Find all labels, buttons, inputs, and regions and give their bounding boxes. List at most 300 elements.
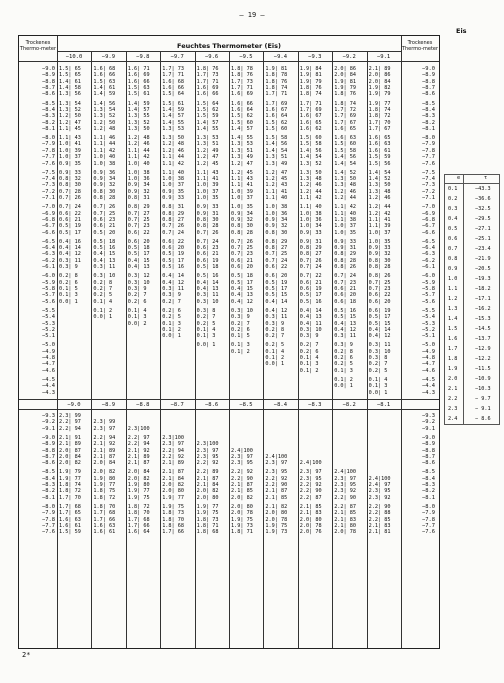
upper-row-label-right: −6.2 (422, 257, 435, 264)
side-table-row (445, 384, 499, 394)
upper-row-label-left: −5.9 (42, 279, 55, 286)
upper-cell: 1.6| 64 (231, 106, 253, 113)
lower-cell: 2.2| 87 (334, 503, 357, 510)
lower-row-label-right: −9.2 (422, 419, 435, 426)
upper-cell: 0.8| 26 (368, 273, 391, 280)
upper-cell: 1.4| 56 (93, 100, 116, 107)
upper-row-label-right: −6.7 (422, 223, 435, 230)
upper-cell: 0.8| 30 (59, 182, 81, 189)
side-table-row (445, 184, 499, 194)
upper-cell: 1.0| 37 (162, 182, 185, 189)
upper-cell: 1.0| 40 (93, 154, 116, 161)
lower-cell: 2.2| 90 (265, 482, 288, 489)
upper-cell: 1.4| 57 (162, 113, 185, 120)
lower-row-label-right: −7.6 (422, 529, 435, 536)
upper-cell: 1.1| 38 (334, 216, 357, 223)
upper-cell: 0.4| 12 (59, 251, 81, 258)
side-table-row (445, 294, 499, 304)
upper-cell: 1.7| 71 (299, 100, 322, 107)
table-title: Feuchtes Thermometer (Eis) (177, 42, 281, 50)
side-header-tau: τ (483, 175, 488, 181)
lower-cell: 1.8| 73 (162, 510, 185, 517)
lower-cell: 1.9| 77 (162, 494, 185, 501)
side-table-row (445, 234, 499, 244)
upper-cell: 1.4| 56 (334, 154, 357, 161)
lower-column-header: −8.8 (136, 401, 150, 408)
lower-cell: 2.2| 92 (196, 460, 219, 467)
upper-cell: 0.2| 7 (231, 320, 250, 327)
upper-cell: 1.3| 52 (59, 106, 81, 113)
lower-cell: 2.1| 81 (368, 529, 391, 536)
upper-row-label-right: −8.4 (422, 106, 435, 113)
upper-cell: 1.0| 39 (196, 182, 219, 189)
vapor-pressure-side-table (444, 174, 500, 425)
upper-cell: 0.0| 1 (265, 361, 285, 368)
upper-cell: 0.7| 27 (127, 210, 150, 217)
upper-cell: 0.7| 25 (231, 245, 253, 252)
upper-cell: 1.9| 79 (334, 85, 357, 92)
lower-cell: 2.3| 97 (231, 453, 253, 460)
lower-cell: 2.2| 92 (265, 475, 288, 482)
upper-cell: 0.2| 8 (334, 348, 353, 355)
upper-cell: 2.0| 86 (334, 66, 357, 72)
lower-cell: 2.1| 80 (334, 523, 357, 529)
upper-cell: 0.3| 9 (231, 314, 250, 321)
upper-cell: 1.6| 65 (368, 135, 391, 142)
upper-cell: 0.5| 16 (93, 245, 116, 252)
upper-cell: 1.6| 67 (265, 106, 288, 113)
upper-cell: 1.8| 76 (231, 72, 253, 79)
upper-cell: 0.4| 15 (93, 251, 116, 258)
upper-column-header: −9.8 (136, 54, 150, 60)
side-cell-tau: − 9.1 (475, 406, 491, 412)
upper-cell: 1.7| 69 (299, 106, 322, 113)
upper-cell: 0.7| 24 (265, 257, 288, 264)
upper-cell: 0.7| 25 (93, 210, 116, 217)
upper-row-label-right: −4.3 (422, 389, 435, 396)
upper-cell: 0.3| 9 (127, 286, 147, 292)
side-table-row (445, 284, 499, 294)
side-cell-e: 0.9 (448, 266, 458, 272)
upper-cell: 0.4| 14 (162, 273, 185, 280)
upper-cell: 0.9| 32 (93, 182, 116, 189)
upper-cell: 1.1| 42 (93, 147, 116, 154)
lower-cell: 2.3| 97 (93, 425, 116, 432)
upper-cell: 1.6| 66 (162, 85, 185, 92)
lower-row-label-right: −8.0 (422, 503, 435, 510)
upper-cell: 1.8| 74 (265, 85, 288, 92)
upper-cell: 0.5| 18 (127, 245, 150, 252)
upper-row-label-right: −7.4 (422, 176, 435, 182)
upper-cell: 1.3| 48 (368, 188, 391, 195)
upper-cell: 1.1| 40 (265, 195, 288, 202)
upper-row-label-left: −4.5 (42, 376, 55, 383)
upper-cell: 0.5| 17 (59, 229, 81, 236)
upper-cell: 1.2| 46 (162, 147, 185, 154)
upper-cell: 0.7| 23 (368, 286, 391, 292)
upper-cell: 0.4| 13 (231, 292, 253, 299)
upper-row-label-right: −8.6 (422, 91, 435, 98)
upper-cell: 0.6| 20 (368, 298, 391, 305)
lower-cell: 1.6| 61 (59, 523, 81, 529)
upper-cell: 1.3| 53 (196, 135, 219, 142)
upper-cell: 0.4| 13 (93, 257, 116, 264)
lower-row-label-right: −8.8 (422, 447, 435, 454)
upper-cell: 1.5| 59 (196, 113, 219, 120)
upper-cell: 0.6| 20 (127, 238, 150, 245)
upper-cell: 0.6| 20 (265, 273, 288, 280)
upper-cell: 0.8| 28 (196, 223, 219, 230)
upper-row-label-left: −6.8 (42, 216, 55, 223)
upper-cell: 0.1| 3 (334, 367, 353, 374)
lower-cell: 1.7| 66 (127, 523, 150, 529)
lower-row-label-right: −8.6 (422, 460, 435, 467)
upper-cell: 1.2| 47 (265, 169, 288, 176)
upper-cell: 1.3| 50 (162, 135, 185, 142)
lower-cell: 1.9| 77 (127, 488, 150, 495)
upper-cell: 1.7| 69 (265, 100, 288, 107)
upper-cell: 1.1| 40 (162, 169, 185, 176)
lower-cell: 2.0| 84 (59, 453, 81, 460)
lower-cell: 1.7| 70 (59, 494, 81, 501)
upper-cell: 0.7| 26 (196, 229, 219, 236)
lower-row-label-right: −8.1 (422, 494, 435, 501)
upper-cell: 1.0| 38 (127, 169, 150, 176)
upper-cell: 0.6| 20 (231, 264, 253, 271)
lower-row-label-left: −8.0 (42, 503, 55, 510)
upper-cell: 1.5| 61 (127, 91, 150, 98)
upper-cell: 0.6| 20 (162, 245, 185, 252)
upper-row-label-left: −8.5 (42, 100, 55, 107)
upper-cell: 1.5| 60 (334, 141, 357, 148)
upper-cell: 0.9| 31 (299, 238, 322, 245)
upper-cell: 0.0| 1 (93, 314, 113, 321)
lower-row-label-right: −7.9 (422, 510, 435, 517)
upper-cell: 0.8| 27 (162, 216, 185, 223)
upper-row-label-left: −7.9 (42, 141, 55, 148)
upper-cell: 1.5| 62 (196, 106, 219, 113)
upper-cell: 0.7| 26 (231, 238, 253, 245)
lower-cell: 2.4|100 (334, 469, 357, 476)
lower-cell: 2.0| 82 (127, 475, 150, 482)
side-cell-e: 2.0 (448, 376, 458, 382)
upper-cell: 1.4| 56 (265, 141, 288, 148)
side-table-row (445, 204, 499, 214)
upper-cell: 0.8| 29 (162, 210, 185, 217)
lower-cell: 2.1| 92 (127, 447, 150, 454)
upper-cell: 0.9| 32 (231, 216, 253, 223)
upper-cell: 1.8| 78 (265, 72, 288, 79)
side-table-row (445, 224, 499, 234)
left-column-header: Trockenes Thermo-meter (19, 40, 57, 52)
lower-cell: 1.8| 71 (196, 523, 219, 529)
upper-row-label-right: −8.1 (422, 125, 435, 132)
upper-cell: 0.5| 17 (265, 286, 288, 292)
lower-cell: 2.0| 80 (231, 503, 253, 510)
lower-cell: 2.4|100 (299, 460, 322, 467)
upper-row-label-left: −8.4 (42, 106, 55, 113)
lower-cell: 1.8| 72 (93, 494, 116, 501)
upper-cell: 1.8| 76 (196, 66, 219, 72)
upper-row-label-right: −7.5 (422, 169, 435, 176)
psychrometric-table (18, 35, 440, 649)
lower-row-label-right: −9.1 (422, 425, 435, 432)
lower-cell: 2.2| 97 (127, 434, 150, 441)
lower-cell: 2.1| 83 (334, 516, 357, 523)
upper-cell: 1.9| 81 (265, 66, 288, 72)
upper-cell: 1.1| 40 (334, 210, 357, 217)
upper-cell: 0.6| 19 (299, 286, 322, 292)
side-cell-tau: −16.2 (475, 306, 491, 312)
upper-cell: 2.1| 89 (368, 66, 391, 72)
upper-cell: 1.0| 35 (368, 238, 391, 245)
lower-row-label-left: −7.8 (42, 516, 55, 523)
upper-cell: 1.2| 46 (127, 141, 150, 148)
upper-cell: 1.4| 55 (196, 125, 219, 132)
upper-row-label-right: −6.5 (422, 238, 435, 245)
upper-cell: 1.9| 79 (299, 78, 322, 85)
upper-cell: 1.3| 48 (299, 176, 322, 182)
side-table-row (445, 304, 499, 314)
lower-cell: 2.1| 89 (162, 460, 185, 467)
upper-cell: 1.7| 72 (334, 106, 357, 113)
upper-cell: 0.1| 3 (59, 292, 78, 299)
upper-cell: 0.3| 10 (368, 348, 391, 355)
upper-cell: 0.8| 30 (265, 229, 288, 236)
upper-cell: 1.1| 45 (59, 125, 81, 132)
upper-cell: 1.7| 73 (162, 66, 185, 72)
lower-cell: 2.1| 87 (93, 453, 116, 460)
lower-row-label-left: −8.9 (42, 441, 55, 448)
upper-row-label-right: −6.4 (422, 245, 435, 252)
side-cell-e: 1.8 (448, 356, 458, 362)
upper-cell: 1.5| 65 (59, 72, 81, 79)
side-cell-tau: − 8.6 (475, 416, 491, 422)
upper-cell: 0.6| 21 (334, 286, 357, 292)
lower-cell: 1.8| 74 (59, 482, 81, 489)
lower-cell: 2.3| 95 (231, 460, 253, 467)
side-table-row (445, 324, 499, 334)
upper-row-label-right: −8.7 (422, 85, 435, 92)
side-cell-tau: −36.6 (475, 196, 491, 202)
upper-cell: 1.0| 38 (299, 210, 322, 217)
upper-cell: 0.2| 5 (93, 292, 113, 299)
lower-row-label-left: −7.6 (42, 529, 55, 536)
upper-cell: 0.5| 19 (265, 279, 288, 286)
upper-cell: 1.4| 57 (127, 106, 150, 113)
upper-cell: 0.1| 4 (368, 376, 388, 383)
upper-cell: 1.0| 36 (127, 176, 150, 182)
column-rule (126, 51, 127, 648)
upper-cell: 0.6| 23 (196, 245, 219, 252)
lower-cell: 2.3| 92 (334, 488, 357, 495)
upper-cell: 1.6| 69 (231, 91, 253, 98)
side-cell-e: 2.4 (448, 416, 458, 422)
lower-cell: 1.6| 63 (93, 523, 116, 529)
upper-cell: 1.2| 45 (196, 160, 219, 167)
lower-row-label-right: −8.2 (422, 488, 435, 495)
lower-cell: 2.3| 95 (334, 482, 357, 489)
lower-column-header: −8.4 (273, 401, 288, 408)
upper-cell: 1.1| 41 (196, 176, 219, 182)
upper-cell: 1.0| 38 (162, 176, 185, 182)
upper-cell: 0.4| 13 (196, 286, 219, 292)
upper-cell: 1.5| 58 (265, 135, 288, 142)
upper-row-label-left: −4.6 (42, 367, 55, 374)
upper-cell: 1.8| 74 (299, 91, 322, 98)
upper-cell: 0.4| 15 (127, 257, 150, 264)
upper-cell: 1.7| 73 (196, 72, 219, 79)
upper-row-label-right: −7.2 (422, 188, 435, 195)
side-table-row (445, 314, 499, 324)
side-cell-e: 0.5 (448, 226, 458, 232)
upper-cell: 1.5| 61 (162, 100, 185, 107)
upper-cell: 0.1| 2 (265, 355, 285, 362)
lower-cell: 2.0| 82 (93, 469, 116, 476)
upper-cell: 0.2| 8 (59, 273, 78, 280)
upper-cell: 1.3| 51 (196, 141, 219, 148)
upper-cell: 0.4| 13 (299, 314, 322, 321)
upper-cell: 1.4| 61 (93, 85, 116, 92)
upper-cell: 1.3| 53 (231, 141, 253, 148)
upper-cell: 0.5| 17 (162, 257, 185, 264)
upper-cell: 0.8| 30 (231, 223, 253, 230)
upper-cell: 1.3| 55 (127, 113, 150, 120)
upper-cell: 0.2| 7 (368, 361, 388, 368)
upper-cell: 1.0| 37 (231, 195, 253, 202)
upper-row-label-right: −7.1 (422, 195, 435, 202)
column-rule (332, 51, 333, 648)
upper-cell: 0.2| 5 (265, 342, 285, 349)
upper-cell: 1.4| 59 (93, 91, 116, 98)
upper-cell: 1.7| 67 (368, 125, 391, 132)
lower-cell: 2.4|100 (265, 453, 288, 460)
side-cell-e: 1.0 (448, 276, 458, 282)
side-table-row (445, 254, 499, 264)
upper-cell: 1.8| 76 (334, 91, 357, 98)
lower-column-header: −8.3 (308, 401, 322, 408)
lower-cell: 2.0| 80 (265, 510, 288, 517)
lower-row-label-right: −8.9 (422, 441, 435, 448)
lower-cell: 1.9| 77 (59, 475, 81, 482)
upper-cell: 1.4| 55 (231, 135, 253, 142)
upper-cell: 0.6| 22 (265, 264, 288, 271)
upper-cell: 0.6| 18 (334, 298, 357, 305)
upper-cell: 0.9| 32 (368, 251, 391, 258)
side-cell-tau: −27.1 (475, 226, 491, 232)
upper-cell: 2.0| 84 (334, 72, 357, 79)
upper-cell: 0.6| 22 (162, 238, 185, 245)
upper-cell: 0.9| 34 (127, 182, 150, 189)
lower-cell: 1.8| 68 (196, 529, 219, 536)
lower-cell: 1.9| 79 (59, 469, 81, 476)
upper-cell: 0.9| 34 (231, 210, 253, 217)
upper-row-label-right: −5.4 (422, 314, 435, 321)
lower-cell: 2.1| 89 (93, 447, 116, 454)
upper-row-label-left: −5.6 (42, 298, 55, 305)
upper-cell: 1.4| 54 (299, 154, 322, 161)
upper-cell: 1.8| 78 (231, 66, 253, 72)
lower-column-header: −9.0 (67, 401, 81, 408)
side-cell-e: 0.8 (448, 256, 458, 262)
upper-cell: 0.0| 2 (127, 320, 147, 327)
side-table-header (445, 175, 499, 184)
upper-cell: 1.2| 48 (127, 135, 150, 142)
lower-cell: 2.3| 95 (196, 453, 219, 460)
upper-row-label-left: −5.3 (42, 320, 55, 327)
upper-cell: 1.2| 50 (93, 119, 116, 126)
upper-cell: 0.4| 15 (231, 286, 253, 292)
upper-cell: 1.6| 63 (334, 135, 357, 142)
upper-cell: 0.3| 9 (59, 264, 78, 271)
upper-row-label-left: −6.0 (42, 273, 55, 280)
side-table-row (445, 344, 499, 354)
upper-cell: 0.3| 12 (127, 273, 150, 280)
lower-cell: 2.1| 87 (127, 460, 150, 467)
lower-row-label-left: −9.3 (42, 413, 55, 419)
upper-cell: 0.9| 32 (127, 188, 150, 195)
side-table-row (445, 354, 499, 364)
upper-cell: 1.8| 72 (368, 113, 391, 120)
side-cell-e: 1.9 (448, 366, 458, 372)
upper-cell: 0.6| 19 (368, 307, 391, 314)
upper-cell: 0.1| 3 (127, 314, 147, 321)
upper-cell: 1.2| 46 (368, 195, 391, 202)
upper-cell: 1.1| 41 (368, 216, 391, 223)
upper-cell: 1.5| 64 (196, 100, 219, 107)
lower-cell: 2.2| 92 (162, 453, 185, 460)
upper-cell: 0.7| 23 (231, 251, 253, 258)
upper-cell: 1.1| 42 (299, 195, 322, 202)
upper-cell: 1.4| 57 (231, 125, 253, 132)
upper-cell: 0.8| 28 (231, 229, 253, 236)
lower-cell: 1.9| 75 (265, 523, 288, 529)
upper-cell: 1.2| 48 (93, 125, 116, 132)
upper-row-label-left: −5.8 (42, 286, 55, 292)
upper-cell: 0.3| 10 (196, 298, 219, 305)
side-cell-tau: −23.4 (475, 246, 491, 252)
upper-row-label-left: −7.6 (42, 160, 55, 167)
upper-cell: 1.1| 43 (59, 135, 81, 142)
upper-cell: 0.3| 10 (231, 307, 253, 314)
upper-cell: 1.0| 36 (299, 216, 322, 223)
upper-cell: 0.4| 12 (334, 326, 357, 333)
upper-cell: 1.3| 51 (265, 154, 288, 161)
lower-cell: 2.1| 85 (334, 510, 357, 517)
upper-row-label-left: −6.3 (42, 251, 55, 258)
upper-cell: 0.8| 29 (127, 204, 150, 211)
lower-cell: 2.2| 94 (59, 425, 81, 432)
upper-row-label-left: −8.7 (42, 85, 55, 92)
lower-cell: 2.0| 76 (299, 529, 322, 536)
lower-cell: 2.0| 87 (59, 447, 81, 454)
upper-cell: 0.4| 11 (299, 320, 322, 327)
upper-cell: 0.1| 4 (196, 326, 216, 333)
lower-column-header: −8.2 (342, 401, 356, 408)
lower-cell: 1.7| 68 (59, 503, 81, 510)
upper-cell: 1.3| 50 (368, 182, 391, 189)
lower-cell: 1.9| 73 (265, 529, 288, 536)
side-cell-tau: −11.5 (475, 366, 491, 372)
upper-cell: 1.5| 64 (162, 91, 185, 98)
side-cell-tau: −43.3 (475, 186, 491, 192)
upper-cell: 0.9| 34 (93, 176, 116, 182)
upper-cell: 1.6| 63 (368, 141, 391, 148)
upper-cell: 1.2| 44 (368, 204, 391, 211)
upper-cell: 1.0| 34 (299, 223, 322, 230)
upper-cell: 0.3| 10 (127, 279, 150, 286)
upper-cell: 1.2| 44 (334, 195, 357, 202)
